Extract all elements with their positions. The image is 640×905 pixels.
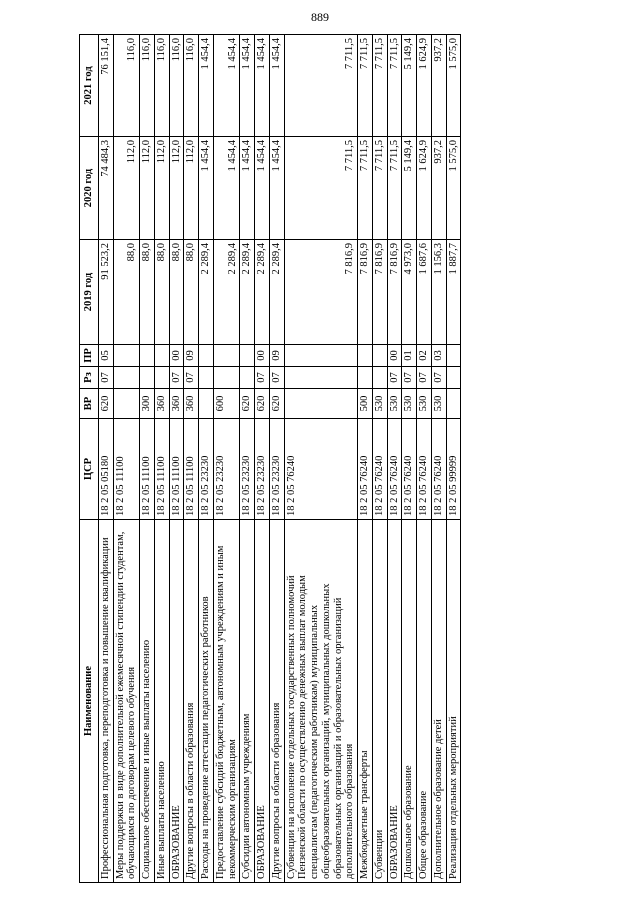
row-value-2021: 7 711,5	[358, 35, 373, 137]
table-row	[140, 35, 155, 883]
row-pr: 03	[431, 345, 446, 367]
row-rz	[284, 367, 358, 389]
row-rz	[199, 367, 214, 389]
row-pr: 02	[417, 345, 432, 367]
budget-table	[79, 34, 461, 883]
row-csr: 18 2 05 76240	[402, 419, 417, 520]
row-csr: 18 2 05 76240	[417, 419, 432, 520]
row-value-2021: 76 151,4	[98, 35, 113, 137]
row-pr	[446, 345, 461, 367]
header-2021: 2021 год	[80, 35, 99, 137]
table-header-row	[80, 35, 99, 883]
row-value-2020: 112,0	[113, 137, 140, 240]
row-rz: 07	[169, 367, 184, 389]
row-csr: 18 2 05 05180	[98, 419, 113, 520]
row-value-2021: 1 624,9	[417, 35, 432, 137]
header-2019: 2019 год	[80, 240, 99, 345]
row-name: Другие вопросы в области образования	[269, 520, 284, 883]
row-pr	[213, 345, 240, 367]
row-csr: 18 2 05 23230	[255, 419, 270, 520]
row-value-2019: 2 289,4	[269, 240, 284, 345]
row-vr: 360	[169, 389, 184, 419]
row-value-2019: 1 156,3	[431, 240, 446, 345]
row-value-2021: 1 454,4	[269, 35, 284, 137]
row-value-2019: 2 289,4	[240, 240, 255, 345]
row-rz: 07	[98, 367, 113, 389]
row-name: Субвенции	[372, 520, 387, 883]
row-rz	[154, 367, 169, 389]
row-name: Другие вопросы в области образования	[184, 520, 199, 883]
row-value-2019: 88,0	[169, 240, 184, 345]
row-value-2020: 7 711,5	[372, 137, 387, 240]
row-name: Социальное обеспечение и иные выплаты населению	[140, 520, 155, 883]
row-value-2021: 1 454,4	[199, 35, 214, 137]
row-rz: 07	[402, 367, 417, 389]
row-value-2019: 7 816,9	[358, 240, 373, 345]
table-row	[431, 35, 446, 883]
row-pr	[199, 345, 214, 367]
row-value-2021: 1 454,4	[240, 35, 255, 137]
row-value-2019: 2 289,4	[199, 240, 214, 345]
row-pr	[140, 345, 155, 367]
row-csr: 18 2 05 76240	[358, 419, 373, 520]
row-pr: 01	[402, 345, 417, 367]
row-value-2019: 88,0	[184, 240, 199, 345]
row-value-2019: 1 887,7	[446, 240, 461, 345]
row-csr: 18 2 05 11100	[140, 419, 155, 520]
row-vr	[284, 389, 358, 419]
row-value-2021: 7 711,5	[284, 35, 358, 137]
table-body	[98, 35, 461, 883]
row-value-2020: 112,0	[169, 137, 184, 240]
row-value-2021: 7 711,5	[372, 35, 387, 137]
header-rz: Рз	[80, 367, 99, 389]
table-row	[98, 35, 113, 883]
row-rz: 07	[431, 367, 446, 389]
row-vr: 620	[240, 389, 255, 419]
row-pr	[240, 345, 255, 367]
row-rz	[240, 367, 255, 389]
header-2020: 2020 год	[80, 137, 99, 240]
row-name: ОБРАЗОВАНИЕ	[387, 520, 402, 883]
row-csr: 18 2 05 11100	[154, 419, 169, 520]
row-vr: 500	[358, 389, 373, 419]
row-value-2019: 7 816,9	[372, 240, 387, 345]
row-value-2020: 5 149,4	[402, 137, 417, 240]
row-value-2020: 1 454,4	[240, 137, 255, 240]
table-row	[169, 35, 184, 883]
row-pr: 00	[255, 345, 270, 367]
row-pr: 09	[184, 345, 199, 367]
row-pr: 00	[169, 345, 184, 367]
row-value-2020: 112,0	[154, 137, 169, 240]
row-value-2021: 116,0	[169, 35, 184, 137]
row-pr	[284, 345, 358, 367]
row-value-2021: 1 454,4	[255, 35, 270, 137]
header-pr: ПР	[80, 345, 99, 367]
table-row	[358, 35, 373, 883]
row-value-2019: 7 816,9	[284, 240, 358, 345]
row-value-2020: 1 454,4	[213, 137, 240, 240]
row-name: Иные выплаты населению	[154, 520, 169, 883]
row-value-2021: 116,0	[113, 35, 140, 137]
row-vr: 620	[269, 389, 284, 419]
row-csr: 18 2 05 11100	[113, 419, 140, 520]
row-value-2021: 116,0	[154, 35, 169, 137]
row-csr: 18 2 05 23230	[199, 419, 214, 520]
row-csr: 18 2 05 99999	[446, 419, 461, 520]
header-csr: ЦСР	[80, 419, 99, 520]
table-row	[184, 35, 199, 883]
row-value-2021: 1 575,0	[446, 35, 461, 137]
table-row	[269, 35, 284, 883]
rotated-table-container	[79, 35, 563, 883]
row-value-2021: 937,2	[431, 35, 446, 137]
row-value-2019: 2 289,4	[255, 240, 270, 345]
row-name: Реализация отдельных мероприятий	[446, 520, 461, 883]
row-vr: 530	[417, 389, 432, 419]
table-row	[240, 35, 255, 883]
row-name: Предоставление субсидий бюджетным, автономным учреждениям и иным некоммерческим организациям	[213, 520, 240, 883]
row-value-2020: 1 454,4	[199, 137, 214, 240]
row-vr	[199, 389, 214, 419]
row-name: ОБРАЗОВАНИЕ	[169, 520, 184, 883]
table-row	[446, 35, 461, 883]
row-vr: 530	[372, 389, 387, 419]
row-pr	[372, 345, 387, 367]
row-name: Дополнительное образование детей	[431, 520, 446, 883]
row-csr: 18 2 05 23230	[240, 419, 255, 520]
row-value-2020: 7 711,5	[284, 137, 358, 240]
row-value-2020: 1 454,4	[269, 137, 284, 240]
row-value-2020: 937,2	[431, 137, 446, 240]
row-csr: 18 2 05 23230	[269, 419, 284, 520]
row-value-2019: 1 687,6	[417, 240, 432, 345]
row-name: ОБРАЗОВАНИЕ	[255, 520, 270, 883]
row-pr	[113, 345, 140, 367]
row-rz: 07	[255, 367, 270, 389]
row-vr	[113, 389, 140, 419]
table-row	[387, 35, 402, 883]
row-csr: 18 2 05 76240	[387, 419, 402, 520]
row-value-2019: 88,0	[140, 240, 155, 345]
table-row	[255, 35, 270, 883]
row-value-2020: 1 624,9	[417, 137, 432, 240]
row-value-2020: 112,0	[184, 137, 199, 240]
row-name: Межбюджетные трансферты	[358, 520, 373, 883]
table-row	[372, 35, 387, 883]
row-value-2020: 7 711,5	[387, 137, 402, 240]
row-value-2021: 116,0	[184, 35, 199, 137]
row-vr: 530	[402, 389, 417, 419]
page-number: 889	[311, 10, 329, 24]
row-name: Субвенции на исполнение отдельных государственных полномочий Пензенской области по осуществлению денежных выплат молодым специалистам (педагогическим работникам) муниципальных общеобразовательных организаций, муниципальных дошкольных образовательных организаций и образовательных организаций дополнительного образования	[284, 520, 358, 883]
row-value-2020: 1 575,0	[446, 137, 461, 240]
row-csr: 18 2 05 76240	[284, 419, 358, 520]
row-rz	[113, 367, 140, 389]
row-vr: 620	[255, 389, 270, 419]
row-rz	[140, 367, 155, 389]
row-name: Субсидии автономным учреждениям	[240, 520, 255, 883]
row-name: Расходы на проведение аттестации педагогических работников	[199, 520, 214, 883]
row-vr: 530	[387, 389, 402, 419]
row-csr: 18 2 05 76240	[431, 419, 446, 520]
row-vr: 620	[98, 389, 113, 419]
row-rz: 07	[184, 367, 199, 389]
row-rz: 07	[387, 367, 402, 389]
row-vr: 360	[184, 389, 199, 419]
row-vr: 600	[213, 389, 240, 419]
row-vr: 360	[154, 389, 169, 419]
row-value-2021: 116,0	[140, 35, 155, 137]
row-value-2019: 88,0	[154, 240, 169, 345]
row-value-2019: 91 523,2	[98, 240, 113, 345]
row-value-2021: 7 711,5	[387, 35, 402, 137]
table-row	[284, 35, 358, 883]
row-value-2021: 1 454,4	[213, 35, 240, 137]
row-rz: 07	[269, 367, 284, 389]
row-csr: 18 2 05 11100	[184, 419, 199, 520]
row-name: Профессиональная подготовка, переподготовка и повышение квалификации	[98, 520, 113, 883]
row-csr: 18 2 05 11100	[169, 419, 184, 520]
row-rz	[446, 367, 461, 389]
row-value-2020: 7 711,5	[358, 137, 373, 240]
row-value-2020: 1 454,4	[255, 137, 270, 240]
row-rz	[358, 367, 373, 389]
row-value-2019: 7 816,9	[387, 240, 402, 345]
row-name: Общее образование	[417, 520, 432, 883]
row-csr: 18 2 05 23230	[213, 419, 240, 520]
row-value-2020: 112,0	[140, 137, 155, 240]
row-name: Меры поддержки в виде дополнительной ежемесячной стипендии студентам, обучающимся по договорам целевого обучения	[113, 520, 140, 883]
row-vr	[446, 389, 461, 419]
header-name: Наименование	[80, 520, 99, 883]
row-pr	[154, 345, 169, 367]
table-row	[213, 35, 240, 883]
row-pr	[358, 345, 373, 367]
row-value-2021: 5 149,4	[402, 35, 417, 137]
row-value-2019: 2 289,4	[213, 240, 240, 345]
table-row	[417, 35, 432, 883]
row-pr: 05	[98, 345, 113, 367]
header-vr: ВР	[80, 389, 99, 419]
row-vr: 530	[431, 389, 446, 419]
row-rz: 07	[417, 367, 432, 389]
row-value-2019: 88,0	[113, 240, 140, 345]
table-row	[199, 35, 214, 883]
row-pr: 09	[269, 345, 284, 367]
row-csr: 18 2 05 76240	[372, 419, 387, 520]
table-row	[113, 35, 140, 883]
row-rz	[213, 367, 240, 389]
row-value-2019: 4 973,0	[402, 240, 417, 345]
row-rz	[372, 367, 387, 389]
row-name: Дошкольное образование	[402, 520, 417, 883]
row-pr: 00	[387, 345, 402, 367]
table-row	[402, 35, 417, 883]
row-vr: 300	[140, 389, 155, 419]
row-value-2020: 74 484,3	[98, 137, 113, 240]
table-row	[154, 35, 169, 883]
